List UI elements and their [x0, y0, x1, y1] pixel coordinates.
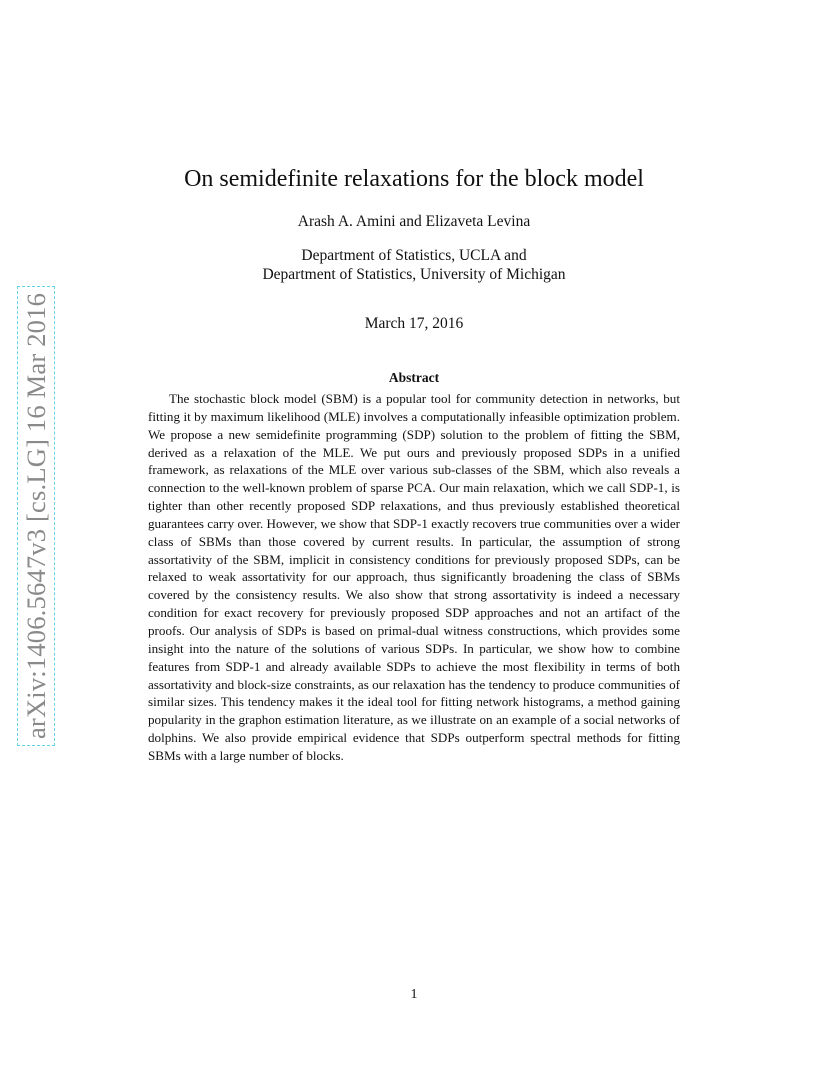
paper-authors: Arash A. Amini and Elizaveta Levina [297, 213, 531, 230]
author-affiliation [0, 246, 828, 284]
affiliation-line: Department of Statistics, University of Michigan [262, 266, 566, 283]
page-number: 1 [410, 987, 418, 1002]
paper-title: On semidefinite relaxations for the block model [184, 166, 644, 192]
abstract-body: The stochastic block model (SBM) is a popular tool for community detection in networks, but fitting it by maximum likelihood (MLE) involves a computationally infeasible optimization problem. We propose a new semidefinite programming (SDP) solution to the problem of fitting the SBM, derived as a relaxation of the MLE. We put ours and previously proposed SDPs in a unified framework, as relaxations of the MLE over various sub-classes of the SBM, which also reveals a connection to the well-known problem of sparse PCA. Our main relaxation, which we call SDP-1, is tighter than other recently proposed SDP relaxations, and thus previously established theoretical guarantees carry over. However, we show that SDP-1 exactly recovers true communities over a wider class of SBMs than those covered by current results. In particular, the assumption of strong assortativity of the SBM, implicit in consistency conditions for previously proposed SDPs, can be relaxed to weak assortativity for our approach, thus significantly broadening the class of SBMs covered by the consistency results. We also show that strong assortativity is indeed a necessary condition for exact recovery for previously proposed SDP approaches and not an artifact of the proofs. Our analysis of SDPs is based on primal-dual witness constructions, which provides some insight into the nature of the solutions of various SDPs. In particular, we show how to combine features from SDP-1 and already available SDPs to achieve the most flexibility in terms of both assortativity and block-size constraints, as our relaxation has the tendency to produce communities of similar sizes. This tendency makes it the ideal tool for fitting network histograms, a method gaining popularity in the graphon estimation literature, as we illustrate on an example of a social networks of dolphins. We also provide empirical evidence that SDPs outperform spectral methods for fitting SBMs with a large number of blocks. [148, 391, 680, 763]
arxiv-identifier-text: arXiv:1406.5647v3 [cs.LG] 16 Mar 2016 [17, 286, 55, 746]
paper-date: March 17, 2016 [364, 315, 464, 332]
abstract-heading: Abstract [388, 370, 440, 385]
affiliation-line: Department of Statistics, UCLA and [301, 247, 527, 264]
arxiv-identifier-stamp [16, 262, 56, 770]
